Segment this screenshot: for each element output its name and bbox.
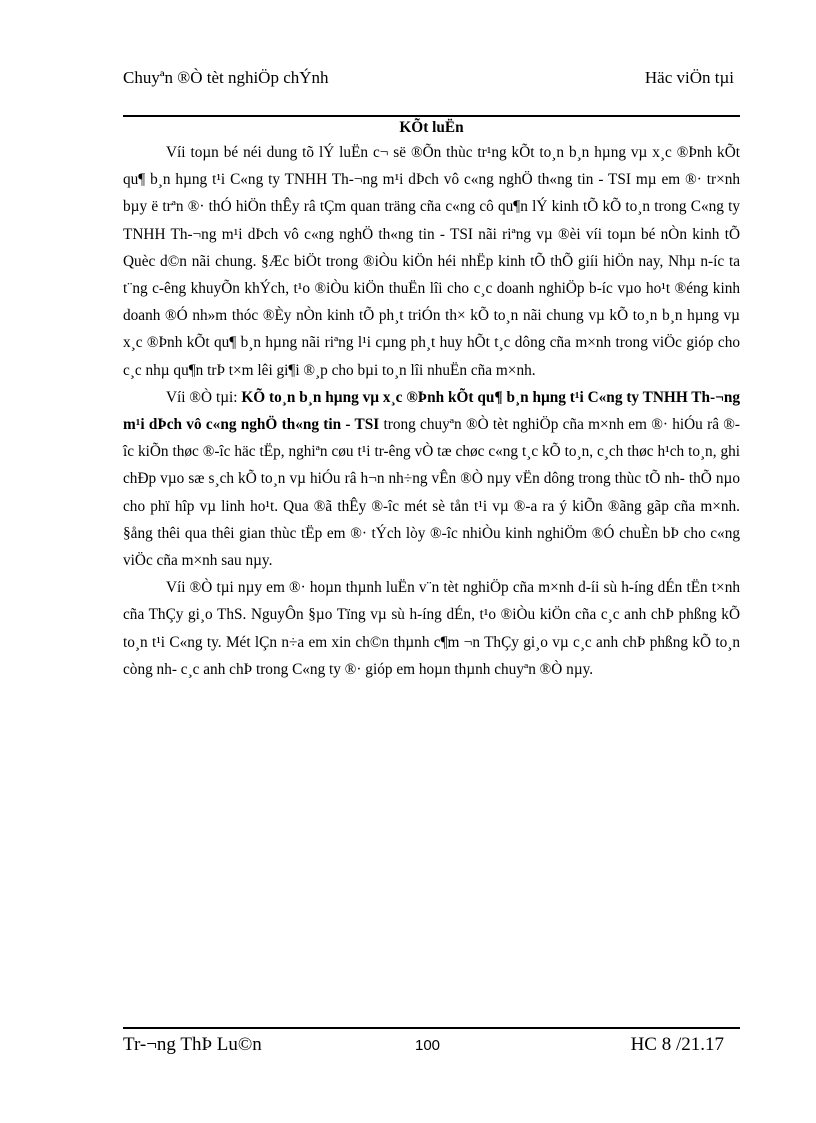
page-header (123, 66, 737, 118)
footer-class-code: HC 8 /21.17 (630, 1034, 724, 1055)
header-institution: Häc viÖn tµi (644, 68, 734, 87)
paragraph-2-rest: trong chuyªn ®Ò tèt nghiÖp cña m×nh em ®· hiÓu râ ®-îc kiÕn thøc ®-îc häc tËp, nghiªn cøu t¹i tr-êng vÒ tæ chøc c«ng t¸c kÕ to¸n, c¸ch thøc h¹ch to¸n, ghi chÐp vµo sæ s¸ch kÕ to¸n vµ hiÓu râ h¬n nh÷ng vÊn ®Ò nµy vËn dông trong thùc tÕ nh- thÕ nµo cho phï hîp vµ linh ho¹t. Qua ®ã thÊy ®-îc mét sè tån t¹i vµ ®-a ra ý kiÕn ®ãng gãp cña m×nh. §ång thêi qua thêi gian thùc tËp em ®· tÝch lòy ®-îc nhiÒu kinh nghiÖm ®Ó chuÈn bÞ cho c«ng viÖc cña m×nh sau nµy. (123, 416, 741, 570)
paragraph-2-lead: Víi ®Ò tµi: (166, 388, 242, 406)
document-body (123, 116, 740, 683)
page-number: 100 (415, 1037, 441, 1054)
footer-author: Tr-¬ng ThÞ Lu©n (123, 1034, 262, 1055)
footer-divider (123, 1027, 740, 1029)
paragraph-3: Víi ®Ò tµi nµy em ®· hoµn thµnh luËn v¨n tèt nghiÖp cña m×nh d-íi sù h-íng dÉn tËn t×nh cña ThÇy gi¸o ThS. NguyÔn §µo Tïng vµ sù h-íng dÉn, t¹o ®iÒu kiÖn cña c¸c anh chÞ phßng kÕ to¸n t¹i C«ng ty. Mét lÇn n÷a em xin ch©n thµnh c¶m ¬n ThÇy gi¸o vµ c¸c anh chÞ phßng kÕ to¸n còng nh- c¸c anh chÞ trong C«ng ty ®· gióp em hoµn thµnh chuyªn ®Ò nµy. (123, 579, 740, 678)
header-document-type: Chuyªn ®Ò tèt nghiÖp chÝnh (123, 68, 329, 87)
section-title: KÕt luËn (399, 119, 464, 136)
paragraph-1: Víi toµn bé néi dung tõ lÝ luËn c¬ së ®Õn thùc tr¹ng kÕt to¸n b¸n hµng vµ x¸c ®Þnh kÕt qu¶ b¸n hµng t¹i C«ng ty TNHH Th-¬ng m¹i dÞch vô c«ng nghÖ th«ng tin - TSI mµ em ®· tr×nh bµy ë trªn ®· thÓ hiÖn thÊy râ tÇm quan träng cña c«ng cô qu¶n lÝ kinh tÕ kÕ to¸n trong C«ng ty TNHH Th-¬ng m¹i dÞch vô c«ng nghÖ th«ng tin - TSI nãi riªng vµ ®èi víi toµn bé nÒn kinh tÕ Quèc d©n nãi chung. §Æc biÖt trong ®iÒu kiÖn héi nhËp kinh tÕ thÕ giíi hiÖn nay, Nhµ n-íc ta t¨ng c-êng khuyÕn khÝch, t¹o ®iÒu kiÖn thuËn lîi cho c¸c doanh nghiÖp b-íc vµo ho¹t ®éng kinh doanh ®Ó nh»m thóc ®Èy nÒn kinh tÕ ph¸t triÓn th× kÕ to¸n nãi chung vµ kÕ to¸n b¸n hµng vµ x¸c ®Þnh kÕt qu¶ b¸n hµng nãi riªng l¹i cµng ph¸t huy hÕt t¸c dông cña m×nh trong viÖc gióp cho c¸c nhµ qu¶n trÞ t×m lêi gi¶i ®¸p cho bµi to¸n lîi nhuËn cña m×nh. (123, 144, 740, 379)
paragraph-2 (123, 384, 740, 574)
paragraph-2-topic: KÕ to¸n b¸n hµng vµ x¸c ®Þnh kÕt qu¶ b¸n hµng t¹i C«ng ty TNHH Th-¬ng m¹i dÞch vô c«ng nghÖ th«ng tin - TSI (123, 388, 740, 434)
